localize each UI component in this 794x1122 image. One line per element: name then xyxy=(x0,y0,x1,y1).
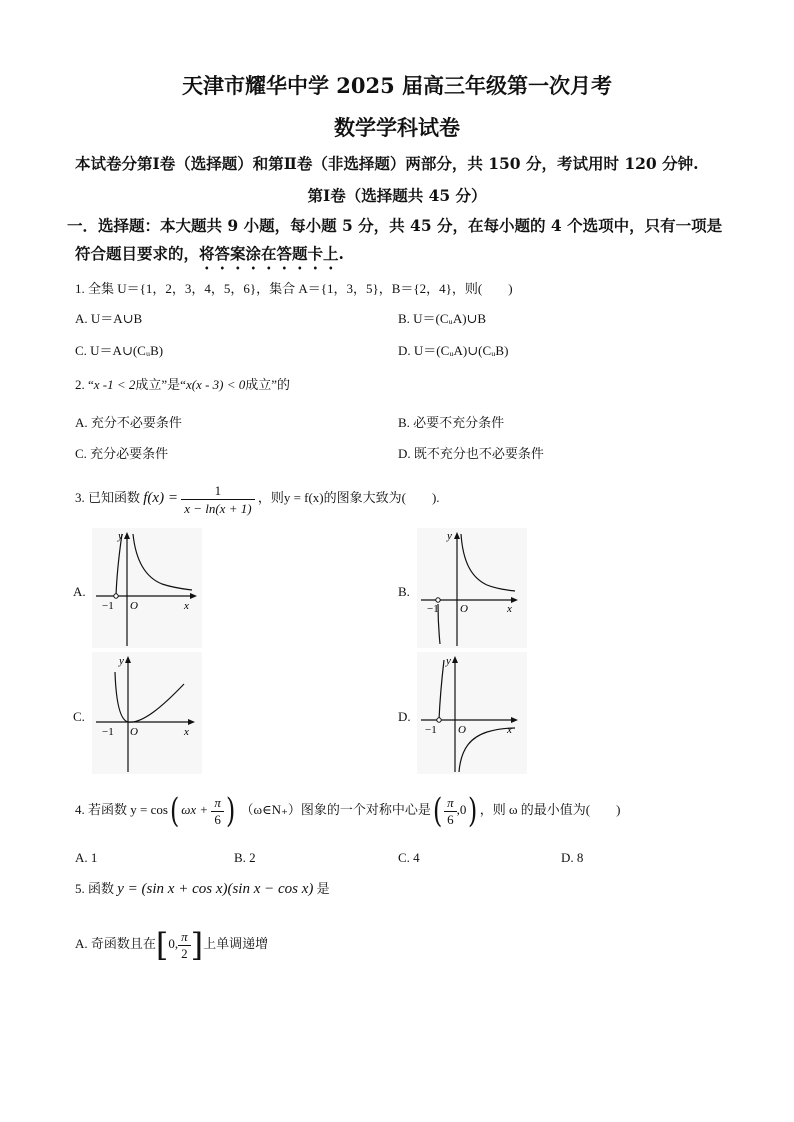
q5-stem-end: 是 xyxy=(316,881,330,896)
q4-center-six: 6 xyxy=(447,811,454,827)
q5-stem xyxy=(75,876,330,902)
q5-stem-start: 5. 函数 xyxy=(75,881,115,896)
q5-two: 2 xyxy=(181,945,188,961)
q1-stem: 1. 全集 U＝{1，2，3，4，5，6}，集合 A＝{1，3，5}，B＝{2，4}，则( ) xyxy=(75,281,513,296)
instructions-emphasis: 将答案涂在答题卡上 xyxy=(199,244,339,263)
q5-option-a-end: 上单调递增 xyxy=(203,936,269,951)
instructions-period: . xyxy=(338,244,344,263)
q4-center-x xyxy=(444,795,457,828)
axis-label-x: x xyxy=(184,726,189,738)
q1-option-b[interactable]: B. U＝(CᵤA)∪B xyxy=(398,311,487,326)
q3-stem-end: ，则y = f(x)的图象大致为( ). xyxy=(257,490,440,505)
exam-title: 天津市耀华中学 2025 届高三年级第一次月考 xyxy=(181,73,613,98)
q3-graph-c[interactable] xyxy=(92,652,202,774)
q2-stem-mid: 成立”是“ xyxy=(135,377,186,392)
exam-subtitle: 数学学科试卷 xyxy=(334,115,460,140)
axis-label-x: x xyxy=(507,724,512,736)
q5-option-a-start: A. 奇函数且在 xyxy=(75,936,156,951)
q1-option-c[interactable]: C. U＝A∪(CᵤB) xyxy=(75,343,164,358)
axis-label-y: y xyxy=(119,655,124,667)
q4-argument: ωx + xyxy=(181,802,209,817)
q4-center-pi: π xyxy=(444,795,457,812)
q3-option-c-label[interactable]: C. xyxy=(73,709,85,724)
q4-pi-over-6 xyxy=(211,795,224,828)
origin-label: O xyxy=(130,600,138,612)
axis-label-y: y xyxy=(447,530,452,542)
axis-label-x: x xyxy=(507,603,512,615)
q4-option-b[interactable]: B. 2 xyxy=(234,850,256,865)
origin-label: O xyxy=(130,726,138,738)
axis-label-y: y xyxy=(446,655,451,667)
q2-condition-1: x -1 < 2 xyxy=(93,377,136,392)
q5-pi: π xyxy=(178,929,191,946)
q4-pi: π xyxy=(211,795,224,812)
q4-option-d[interactable]: D. 8 xyxy=(561,850,584,865)
q4-condition: （ω∈N₊）图象的一个对称中心是 xyxy=(240,802,431,817)
q1-option-a[interactable]: A. U＝A∪B xyxy=(75,311,143,326)
q2-condition-2: x(x - 3) < 0 xyxy=(185,377,246,392)
neg-one-label: −1 xyxy=(425,724,437,736)
neg-one-label: −1 xyxy=(102,726,114,738)
open-point xyxy=(436,598,440,602)
q2-option-a[interactable]: A. 充分不必要条件 xyxy=(75,415,182,430)
right-paren-icon: ) xyxy=(225,791,236,832)
q3-option-b-label[interactable]: B. xyxy=(398,584,410,599)
q3-function-name: f(x) = xyxy=(143,490,178,506)
q3-stem-start: 3. 已知函数 xyxy=(75,490,141,505)
axis-label-x: x xyxy=(184,600,189,612)
q3-option-a-label[interactable]: A. xyxy=(73,584,86,599)
q4-center-y: ,0 xyxy=(456,802,467,817)
q2-option-d[interactable]: D. 既不充分也不必要条件 xyxy=(398,446,544,461)
q2-stem-end: 成立”的 xyxy=(245,377,291,392)
q1-option-d[interactable]: D. U＝(CᵤA)∪(CᵤB) xyxy=(398,343,509,358)
q5-pi-over-2 xyxy=(178,929,191,962)
instructions-text: 符合题目要求的， xyxy=(75,244,200,263)
q5-expression: y = (sin x + cos x)(sin x − cos x) xyxy=(117,881,314,897)
q2-stem xyxy=(75,374,290,393)
q4-option-c[interactable]: C. 4 xyxy=(398,850,420,865)
left-paren-icon: ( xyxy=(169,791,180,832)
q2-option-c[interactable]: C. 充分必要条件 xyxy=(75,446,169,461)
origin-label: O xyxy=(460,603,468,615)
neg-one-label: −1 xyxy=(427,603,439,615)
instructions-line-1: 一．选择题：本大题共 9 小题，每小题 5 分，共 45 分，在每小题的 4 个选项中，只有一项是 xyxy=(67,216,723,235)
q3-graph-d[interactable] xyxy=(417,652,527,774)
q3-graph-b[interactable] xyxy=(417,528,527,648)
section-heading: 第Ⅰ卷（选择题共 45 分） xyxy=(307,186,487,205)
left-paren-icon: ( xyxy=(432,791,443,832)
q4-stem-end: ，则 ω 的最小值为( ) xyxy=(479,802,621,817)
open-point xyxy=(114,594,118,598)
q3-stem xyxy=(75,478,440,518)
q3-numerator: 1 xyxy=(181,482,254,500)
q3-option-d-label[interactable]: D. xyxy=(398,709,411,724)
q3-graph-a[interactable] xyxy=(92,528,202,648)
left-bracket-icon: [ xyxy=(155,926,169,965)
q2-stem-start: 2. “ xyxy=(75,377,94,392)
instructions-line-2 xyxy=(75,242,344,273)
right-bracket-icon: ] xyxy=(190,926,204,965)
q3-fraction xyxy=(181,482,254,517)
right-paren-icon: ) xyxy=(468,791,478,832)
q5-interval-start: 0, xyxy=(168,936,179,951)
q5-option-a[interactable] xyxy=(75,922,268,966)
origin-label: O xyxy=(458,724,466,736)
q3-denominator: x − ln(x + 1) xyxy=(184,500,252,516)
q4-stem xyxy=(75,788,620,832)
axis-label-y: y xyxy=(118,530,123,542)
q2-option-b[interactable]: B. 必要不充分条件 xyxy=(398,415,505,430)
q4-stem-start: 4. 若函数 y = cos xyxy=(75,802,168,817)
q4-option-a[interactable]: A. 1 xyxy=(75,850,98,865)
exam-intro: 本试卷分第Ⅰ卷（选择题）和第Ⅱ卷（非选择题）两部分，共 150 分，考试用时 120 分钟. xyxy=(75,154,699,173)
q4-six: 6 xyxy=(214,811,221,827)
neg-one-label: −1 xyxy=(102,600,114,612)
open-point xyxy=(437,718,441,722)
